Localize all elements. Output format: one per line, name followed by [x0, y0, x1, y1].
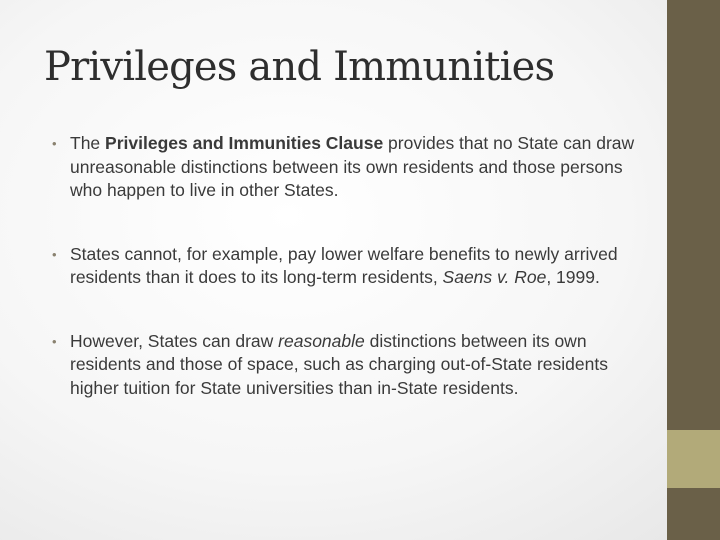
bullet-text: distinctions between its own residents and those of space, such as charging out-of-State residents higher tuition for State universities than in-State residents. [70, 330, 608, 398]
accent-bar-middle [667, 430, 720, 488]
clause-name: Privileges and Immunities Clause [105, 133, 384, 153]
emphasis-text: reasonable [278, 330, 365, 351]
bullet-text: States cannot, for example, pay lower welfare benefits to newly arrived residents than it does to its long-term residents, [70, 243, 618, 287]
case-name: Saens v. Roe [442, 267, 547, 287]
bullet-text: The [70, 133, 106, 153]
bullet-text: , 1999. [546, 267, 600, 287]
bullet-text: However, States can draw [70, 330, 279, 351]
bullet-marker: • [52, 246, 57, 262]
slide-title: Privileges and Immunities [44, 44, 555, 90]
bullet-marker: • [52, 136, 57, 151]
bullet-item [51, 132, 636, 203]
bullet-text: provides that no State can draw unreasonable distinctions between its own residents and those persons who happen to live in other States. [70, 133, 635, 200]
accent-bar-bottom [667, 488, 720, 540]
bullet-item [51, 330, 636, 401]
accent-bar-top [667, 0, 720, 430]
bullet-item [51, 243, 636, 290]
bullet-list [51, 132, 636, 400]
bullet-marker: • [52, 333, 57, 349]
